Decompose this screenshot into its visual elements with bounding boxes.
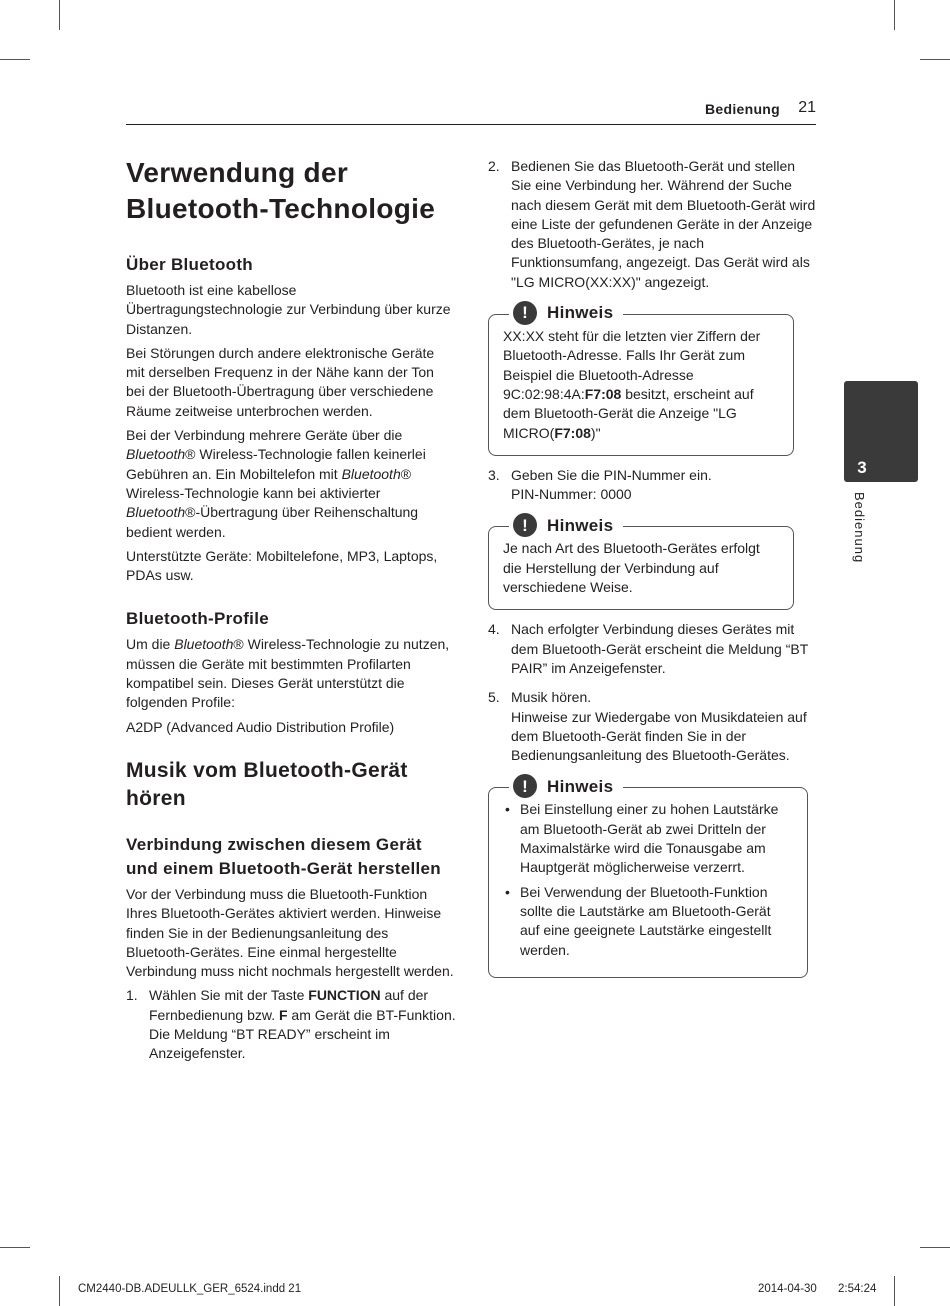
crop-mark	[920, 1247, 950, 1248]
note-box	[488, 776, 808, 977]
subsection-heading: Verbindung zwischen diesem Gerät und einem Bluetooth-Gerät herstellen	[126, 834, 441, 878]
chapter-number: 3	[857, 458, 867, 477]
right-column	[488, 157, 818, 988]
crop-mark	[59, 1276, 60, 1306]
exclamation-icon: !	[513, 513, 537, 537]
list-item: • Bei Einstellung einer zu hohen Lautstärke am Bluetooth-Gerät ab zwei Dritteln der Maximalstärke wird die Tonausgabe am Hauptgerät möglicherweise verzerrt.	[505, 801, 779, 876]
step-3: 3. Geben Sie die PIN-Nummer ein. PIN-Nummer: 0000	[488, 466, 712, 503]
section-name: Bedienung	[704, 101, 780, 117]
exclamation-icon: !	[513, 301, 537, 325]
note-title: Hinweis	[547, 303, 614, 323]
paragraph: Bei Störungen durch andere elektronische Geräte mit derselben Frequenz in der Nähe kann der Ton bei der Bluetooth-Übertragung über verschiedene Räume zeitweise unterbrochen werden.	[126, 344, 435, 419]
note-box	[488, 303, 794, 456]
crop-mark	[894, 1276, 895, 1306]
paragraph: Um die Bluetooth® Wireless-Technologie zu nutzen, müssen die Geräte mit bestimmten Profilarten kompatibel sein. Dieses Gerät unterstützt die folgenden Profile:	[126, 636, 450, 711]
step-5: 5. Musik hören. Hinweise zur Wiedergabe von Musikdateien auf dem Bluetooth-Gerät finden Sie in der Bedienungsanleitung des Bluetooth-Gerätes.	[488, 689, 807, 764]
paragraph: Vor der Verbindung muss die Bluetooth-Funktion Ihres Bluetooth-Gerätes aktiviert werden. Hinweise finden Sie in der Bedienungsanleitung des Bluetooth-Gerätes. Eine einmal hergestellte Verbindung muss nicht nochmals hergestellt werden.	[126, 885, 454, 980]
paragraph: Unterstützte Geräte: Mobiltelefone, MP3, Laptops, PDAs usw.	[126, 547, 438, 584]
paragraph: A2DP (Advanced Audio Distribution Profile)	[126, 718, 395, 735]
paragraph: Bluetooth ist eine kabellose Übertragungstechnologie zur Verbindung über kurze Distanzen.	[126, 282, 451, 337]
paragraph: Bei der Verbindung mehrere Geräte über die Bluetooth® Wireless-Technologie fallen keinerlei Gebühren an. Ein Mobiltelefon mit Bluetooth® Wireless-Technologie kann bei aktivierter Bluetooth®-Übertragung über Reihenschaltung bedient werden.	[126, 427, 426, 540]
note-title: Hinweis	[547, 515, 614, 535]
page-header	[126, 98, 816, 125]
step-4: 4. Nach erfolgter Verbindung dieses Gerätes mit dem Bluetooth-Gerät erscheint die Meldung “BT PAIR” im Anzeigefenster.	[488, 621, 809, 676]
chapter-label: Bedienung	[852, 492, 867, 564]
list-item: • Bei Verwendung der Bluetooth-Funktion sollte die Lautstärke am Bluetooth-Gerät auf eine geeignete Lautstärke eingestellt werden.	[505, 883, 772, 958]
note-title: Hinweis	[547, 776, 614, 796]
crop-mark	[920, 59, 950, 60]
crop-mark	[59, 0, 60, 30]
note-box	[488, 515, 794, 610]
step-2: 2. Bedienen Sie das Bluetooth-Gerät und stellen Sie eine Verbindung her. Während der Suche nach diesem Gerät mit dem Bluetooth-Gerät wird eine Liste der gefundenen Geräte in der Anzeige des Bluetooth-Gerätes, je nach Funktionsumfang, angezeigt. Das Gerät wird als "LG MICRO(XX:XX)" angezeigt.	[488, 158, 816, 290]
note-text: Je nach Art des Bluetooth-Gerätes erfolgt die Herstellung der Verbindung auf verschiedene Weise.	[503, 540, 760, 596]
section-heading-profiles: Bluetooth-Profile	[126, 609, 269, 629]
chapter-tab	[844, 381, 918, 482]
crop-mark	[0, 59, 30, 60]
left-column	[126, 155, 456, 1069]
footer-filename: CM2440-DB.ADEULLK_GER_6524.indd 21	[78, 1283, 302, 1295]
footer-time: 2:54:24	[838, 1283, 877, 1295]
step-1: 1. Wählen Sie mit der Taste FUNCTION auf der Fernbedienung bzw. F am Gerät die BT-Funktion. Die Meldung “BT READY” erscheint im Anzeigefenster.	[126, 987, 456, 1062]
page-title: Verwendung der Bluetooth-Technologie	[126, 157, 436, 224]
exclamation-icon: !	[513, 774, 537, 798]
section-title-music: Musik vom Bluetooth-Gerät hören	[126, 758, 408, 810]
note-text: XX:XX steht für die letzten vier Ziffern der Bluetooth-Adresse. Falls Ihr Gerät zum Beispiel die Bluetooth-Adresse 9C:02:98:4A:F7:08 besitzt, erscheint auf dem Bluetooth-Gerät die Anzeige "LG MICRO(F7:08)"	[503, 328, 761, 441]
page-number: 21	[798, 99, 816, 116]
footer-date: 2014-04-30	[758, 1283, 817, 1295]
crop-mark	[894, 0, 895, 30]
crop-mark	[0, 1247, 30, 1248]
section-heading-about: Über Bluetooth	[126, 255, 253, 274]
